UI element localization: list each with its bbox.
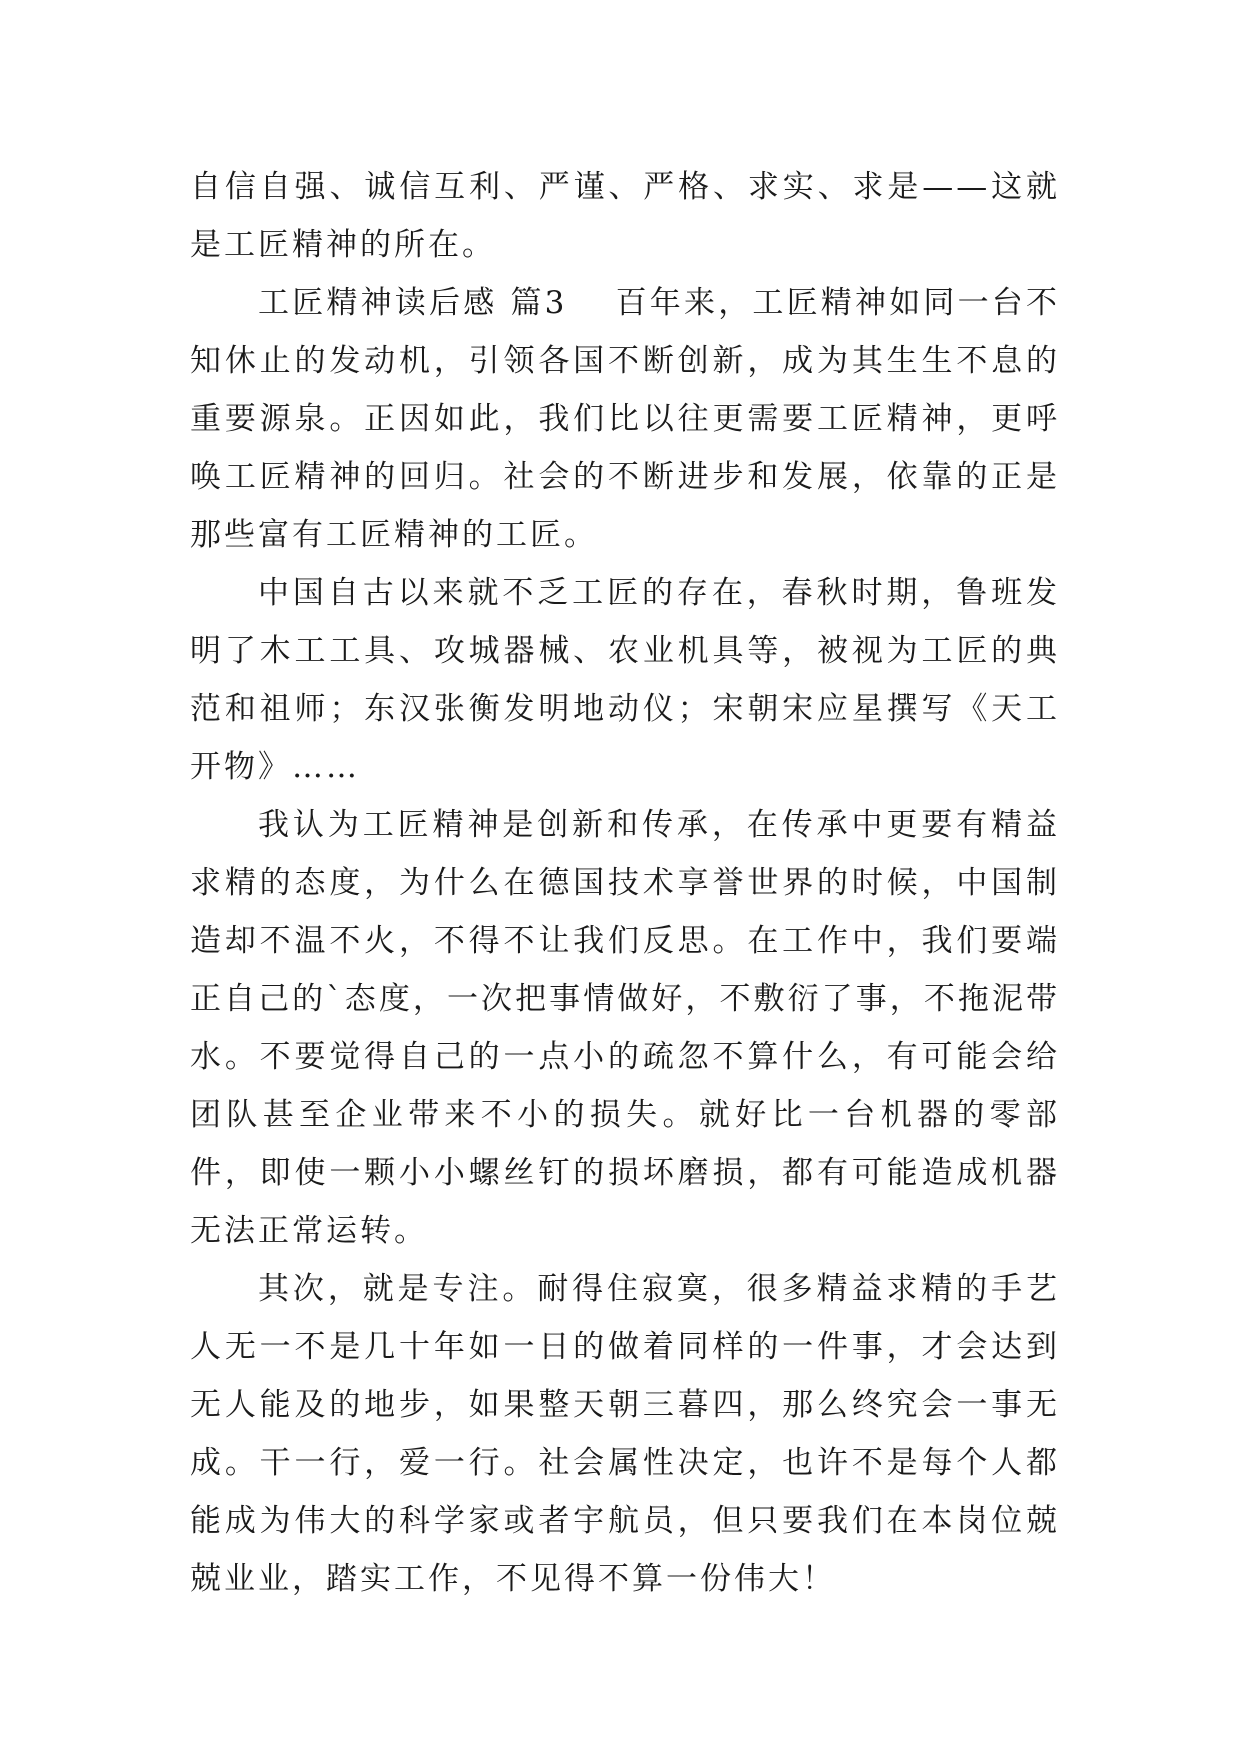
paragraph-3 xyxy=(190,564,1060,796)
section-heading: 工匠精神读后感 篇3 xyxy=(258,285,568,321)
document-body xyxy=(190,158,1060,1608)
paragraph-4 xyxy=(190,796,1060,1260)
paragraph-5-text: 其次，就是专注。耐得住寂寞，很多精益求精的手艺人无一不是几十年如一日的做着同样的一件事，才会达到无人能及的地步，如果整天朝三暮四，那么终究会一事无成。干一行，爱一行。社会属性决定，也许不是每个人都能成为伟大的科学家或者宇航员，但只要我们在本岗位兢兢业业，踏实工作，不见得不算一份伟大！ xyxy=(190,1271,1060,1597)
paragraph-5 xyxy=(190,1260,1060,1608)
paragraph-1 xyxy=(190,158,1060,274)
paragraph-1-text: 自信自强、诚信互利、严谨、严格、求实、求是——这就是工匠精神的所在。 xyxy=(190,169,1060,263)
paragraph-3-text: 中国自古以来就不乏工匠的存在，春秋时期，鲁班发明了木工工具、攻城器械、农业机具等，被视为工匠的典范和祖师；东汉张衡发明地动仪；宋朝宋应星撰写《天工开物》…… xyxy=(190,575,1060,785)
paragraph-2-text: 百年来，工匠精神如同一台不知休止的发动机，引领各国不断创新，成为其生生不息的重要源泉。正因如此，我们比以往更需要工匠精神，更呼唤工匠精神的回归。社会的不断进步和发展，依靠的正是那些富有工匠精神的工匠。 xyxy=(190,285,1061,553)
paragraph-2 xyxy=(190,274,1060,564)
paragraph-4-text: 我认为工匠精神是创新和传承，在传承中更要有精益求精的态度，为什么在德国技术享誉世界的时候，中国制造却不温不火，不得不让我们反思。在工作中，我们要端正自己的`态度，一次把事情做好，不敷衍了事，不拖泥带水。不要觉得自己的一点小的疏忽不算什么，有可能会给团队甚至企业带来不小的损失。就好比一台机器的零部件，即使一颗小小螺丝钉的损坏磨损，都有可能造成机器无法正常运转。 xyxy=(190,807,1060,1249)
